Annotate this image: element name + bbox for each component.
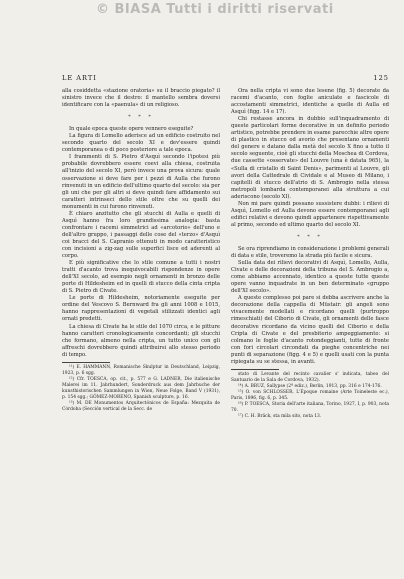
footnote: ¹²) Cfr. TOESCA, op. cit., p. 577 e G. LADNER, Die italienische Malerei im 11. Jahrhundert, Sonderdruck aus dem Jahrbuche der kunsthistorischen Sammlungen in Wien, Neue Folge, Band V (1931), p. 154 sgg.; GÓMEZ-MORENO, Spanish sculpture, p. 16. — [62, 376, 220, 400]
footnote: ¹³) M. DE Monumentos Arquitectónicos de España: Mezquita de Córdoba (Sección vertical de la Secc. de — [62, 400, 220, 412]
paragraph: I frammenti di S. Pietro d'Asquì secondo l'ipotesi più probabile dovrebbero essere coevi alla chiesa, costruita all'inizio del secolo XI, però invece una prova sicura: quale osservazione si deve fare per i pezzi di Aulla che furono rinvenuti in un edificio dell'ultimo quarto del secolo: sia per gli uni che per gli altri si deve quindi fare affidamento sui caratteri intrinseci dello stile oltre che su quelli dei monumenti in cui furono rinvenuti. — [62, 154, 220, 210]
paragraph: A queste complesso poi pare si debba ascrivere anche la decorazione della cappella di Müstair: gli angeli sono vivacemente modellati e ricordano quelli (purtroppo rimeschiati) del Ciborio di Civate, gli ornamenti delle fasce decorative ricordano da vicino quelli del Ciborio e della Cripta di Civate e del presbiterio ampeggiamento: si colmano le foglie d'acanto rotondeggianti, tutte di fronte con fori circolari circondati da pieghe concentriche nei punti di separazione (figg. 4 e 5) e quelli usati con la punta ripiegata su se stessa, in avanti. — [231, 295, 389, 365]
footnotes — [62, 365, 220, 413]
paragraph: È chiaro anzitutto che gli stucchi di Aulla e quelli di Asquì hanno fra loro grandissima analogia: basta confrontare i racemi simmetrici ad «arcotorio» dell'uno e dell'altro gruppo, i passaggi delle cose del «terzo» d'Asquì coi bracci del S. Capranio ottenuti in modo caratteristico con incisioni a zig-zag sulle superfici lisce ed aderenti al corpo. — [62, 210, 220, 260]
paragraph: E più significative che lo stile comune a tutti i nostri tratti d'acanto trova inequivocabili rispondenze in opere dell'XI secolo, ad esempio negli ornamenti in bronzo delle porte di Hildesheim ed in quelli di stucco della cinta cripta di S. Pietro di Civate. — [62, 260, 220, 295]
paragraph: Ora nella cripta vi sono due lesene (fig. 5) decorate da racemi d'acanto, con foglie aniculate e fascicole di accostamenti simmetrici, identiche a quelle di Aulla ed Asquì (figg. 14 e 17). — [231, 88, 389, 116]
paragraph: Sulla data dei rilievi decorativi di Asquì, Lomello, Aulla, Civate e delle decorazioni della tribuna del S. Ambrogio a, come abbiamo accennato, identico a queste tutte queste opere vanno inquadrate in un ben determinato «gruppo dell'XI secolo». — [231, 260, 389, 295]
footnote: ¹⁴) A. BRUZ, Sallypse (2ª ediz.), Berlin, 1913, pp. 316 e 174-176. — [238, 383, 382, 389]
footnote-rule — [231, 369, 279, 370]
paragraph: Se ora riprendiamo in considerazione i problemi generali di data e stile, troveremo la strada più facile e sicura. — [231, 245, 389, 260]
footnote: ¹⁵) O. von SCHLOSSER, L'Époque romaine (Arte Toineleste ec.), Paris, 1896, fig. 6, p. 345. — [231, 389, 389, 401]
section-separator: * * * — [297, 233, 323, 240]
footnote: stato di Levante del recinto cavalier s' indicata, tabeo del Santuario de la Sala de Cordova, 1932). — [231, 371, 389, 383]
paragraph: La figura di Lomello aderisce ad un edificio costruito nel secondo quarto del secolo XI e dev'essere quindi contemporanea o di poco posteriore a tale epoca. — [62, 133, 220, 154]
right-text-column — [231, 88, 389, 572]
copyright-watermark: © BIASA Tutti i diritti riservati — [96, 2, 334, 17]
footnote: ¹⁷) C. H. Bräck, sta mila sito, nota 13. — [238, 413, 322, 419]
left-text-column — [62, 88, 220, 572]
page-number: 125 — [373, 74, 389, 82]
footnotes — [231, 372, 389, 420]
paragraph: In quale epoca queste opere vennero eseguite? — [69, 126, 194, 133]
footnote: ¹⁶) P. TOESCA, Storia dell'arte italiana, Torino, 1927, I, p. 903, nota 70. — [231, 401, 389, 413]
section-separator: * * * — [128, 114, 154, 121]
running-header-title: LE ARTI — [62, 74, 97, 82]
footnote: ¹¹) E. HAMMANN, Romanische Skulptur in Deutschland, Leipzig, 1923, p. 6 sgg. — [62, 364, 220, 376]
paragraph: La chiesa di Civate ha le stile del 1070 circa, e le pitture hanno caratteri cronologicamente concordanti; gli stucchi che formano, almeno nella cripta, un tutto unico con gli affreschi dovrebbero quindi attribuirsi allo stesso periodo di tempo. — [62, 323, 220, 358]
footnote-rule — [62, 362, 110, 363]
paragraph: alla cosiddetta «stazione oratoria» su il braccio piegato? il sinistro invece che il destro: il mantello sembra doversi identificare con la «paenula» di un religioso. — [62, 88, 220, 109]
paragraph: Le porte di Hildesheim, notoriamente eseguite per ordine del Vescovo S. Bernward fra gli anni 1008 e 1015, hanno rappresentazioni di vegetali stilizzati identici agli ornati predetti. — [62, 295, 220, 323]
paragraph: Chi restasse ancora in dubbio sull'inquadramento di queste particolari forme decorative in un definito periodo artistico, potrebbe prendere in esame parecchie altre opere di plastico in stucco od avorio che presentano ornamenti del genere e datano dalla metà del secolo X fino a tutto il secolo seguente, cioè gli stucchi della Moschea di Cordova, due cassette «osservate» del Louvre (una è datata 965), la «Sulla di cristallo di Saint Denis», parimenti al Louvre, gli avori della Cattedrale di Cividale e al Museo di Milano, i capitelli di stucco dell'atrio di S. Ambrogio nella stessa metropoli lombarda contemporanei alla struttura a cui aderiscono (secolo XI). — [231, 116, 389, 200]
running-header — [62, 74, 389, 84]
paragraph: Non mi pare quindi possano sussistere dubbi: i rilievi di Asquì, Lomello ed Aulla devono essere contemporanei agli edifici relativi e devono quindi appartenere rispettivamente al primo, secondo ed ultimo quarto del secolo XI. — [231, 200, 389, 228]
